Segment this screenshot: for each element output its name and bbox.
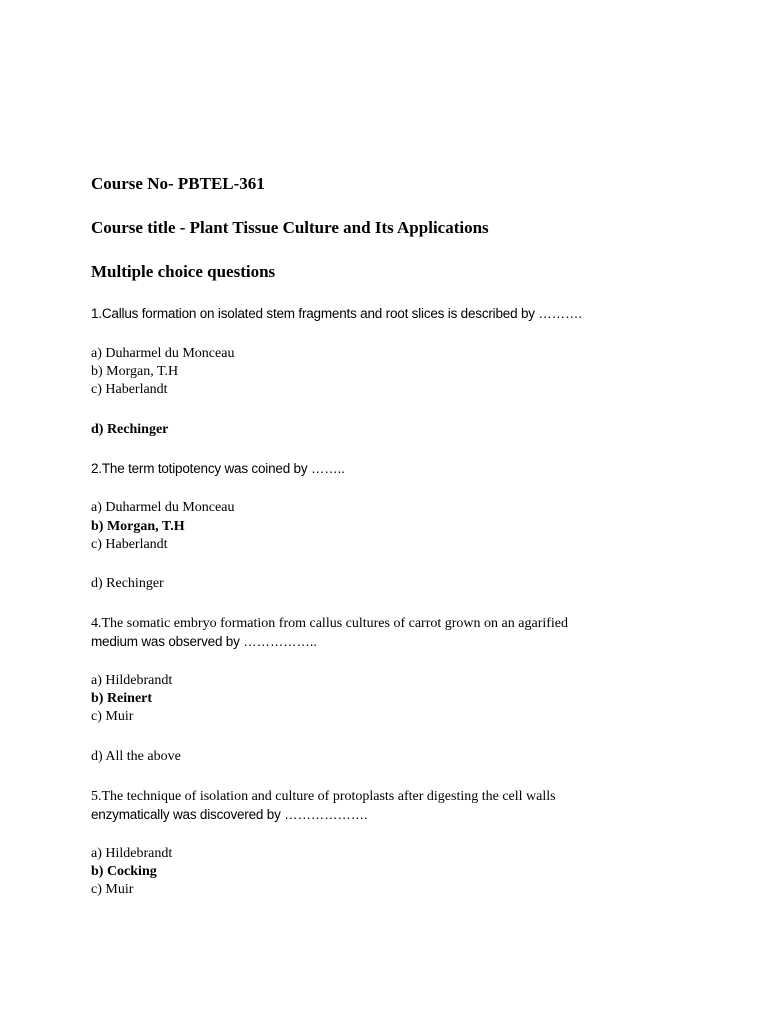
section-heading: Multiple choice questions [91, 262, 276, 281]
question-5-option-b-answer: b) Cocking [91, 864, 157, 879]
question-5-option-a: a) Hildebrandt [91, 846, 173, 861]
question-2-text: 2.The term totipotency was coined by …….. [91, 461, 345, 476]
question-1-option-d-answer: d) Rechinger [91, 422, 169, 437]
question-2-option-d: d) Rechinger [91, 576, 164, 591]
question-5-option-c: c) Muir [91, 882, 134, 897]
question-4-text-line-1: 4.The somatic embryo formation from callus cultures of carrot grown on an agarified [91, 616, 569, 631]
question-4-option-b-answer: b) Reinert [91, 691, 153, 706]
question-5-text-line-1: 5.The technique of isolation and culture of protoplasts after digesting the cell walls [91, 789, 556, 804]
question-4-option-a: a) Hildebrandt [91, 673, 173, 688]
question-4-option-c: c) Muir [91, 709, 134, 724]
question-1-option-a: a) Duharmel du Monceau [91, 346, 235, 361]
question-1-option-c: c) Haberlandt [91, 382, 168, 397]
question-4-text-line-2: medium was observed by …………….. [91, 634, 317, 649]
question-1-text: 1.Callus formation on isolated stem fragments and root slices is described by ………. [91, 306, 582, 321]
question-2-option-b-answer: b) Morgan, T.H [91, 519, 185, 534]
course-number: Course No- PBTEL-361 [91, 174, 265, 193]
question-5-text-line-2: enzymatically was discovered by ………………. [91, 807, 368, 822]
question-2-option-c: c) Haberlandt [91, 537, 168, 552]
question-1-option-b: b) Morgan, T.H [91, 364, 179, 379]
question-2-option-a: a) Duharmel du Monceau [91, 500, 235, 515]
course-title: Course title - Plant Tissue Culture and Its Applications [91, 218, 489, 237]
question-4-option-d: d) All the above [91, 749, 181, 764]
